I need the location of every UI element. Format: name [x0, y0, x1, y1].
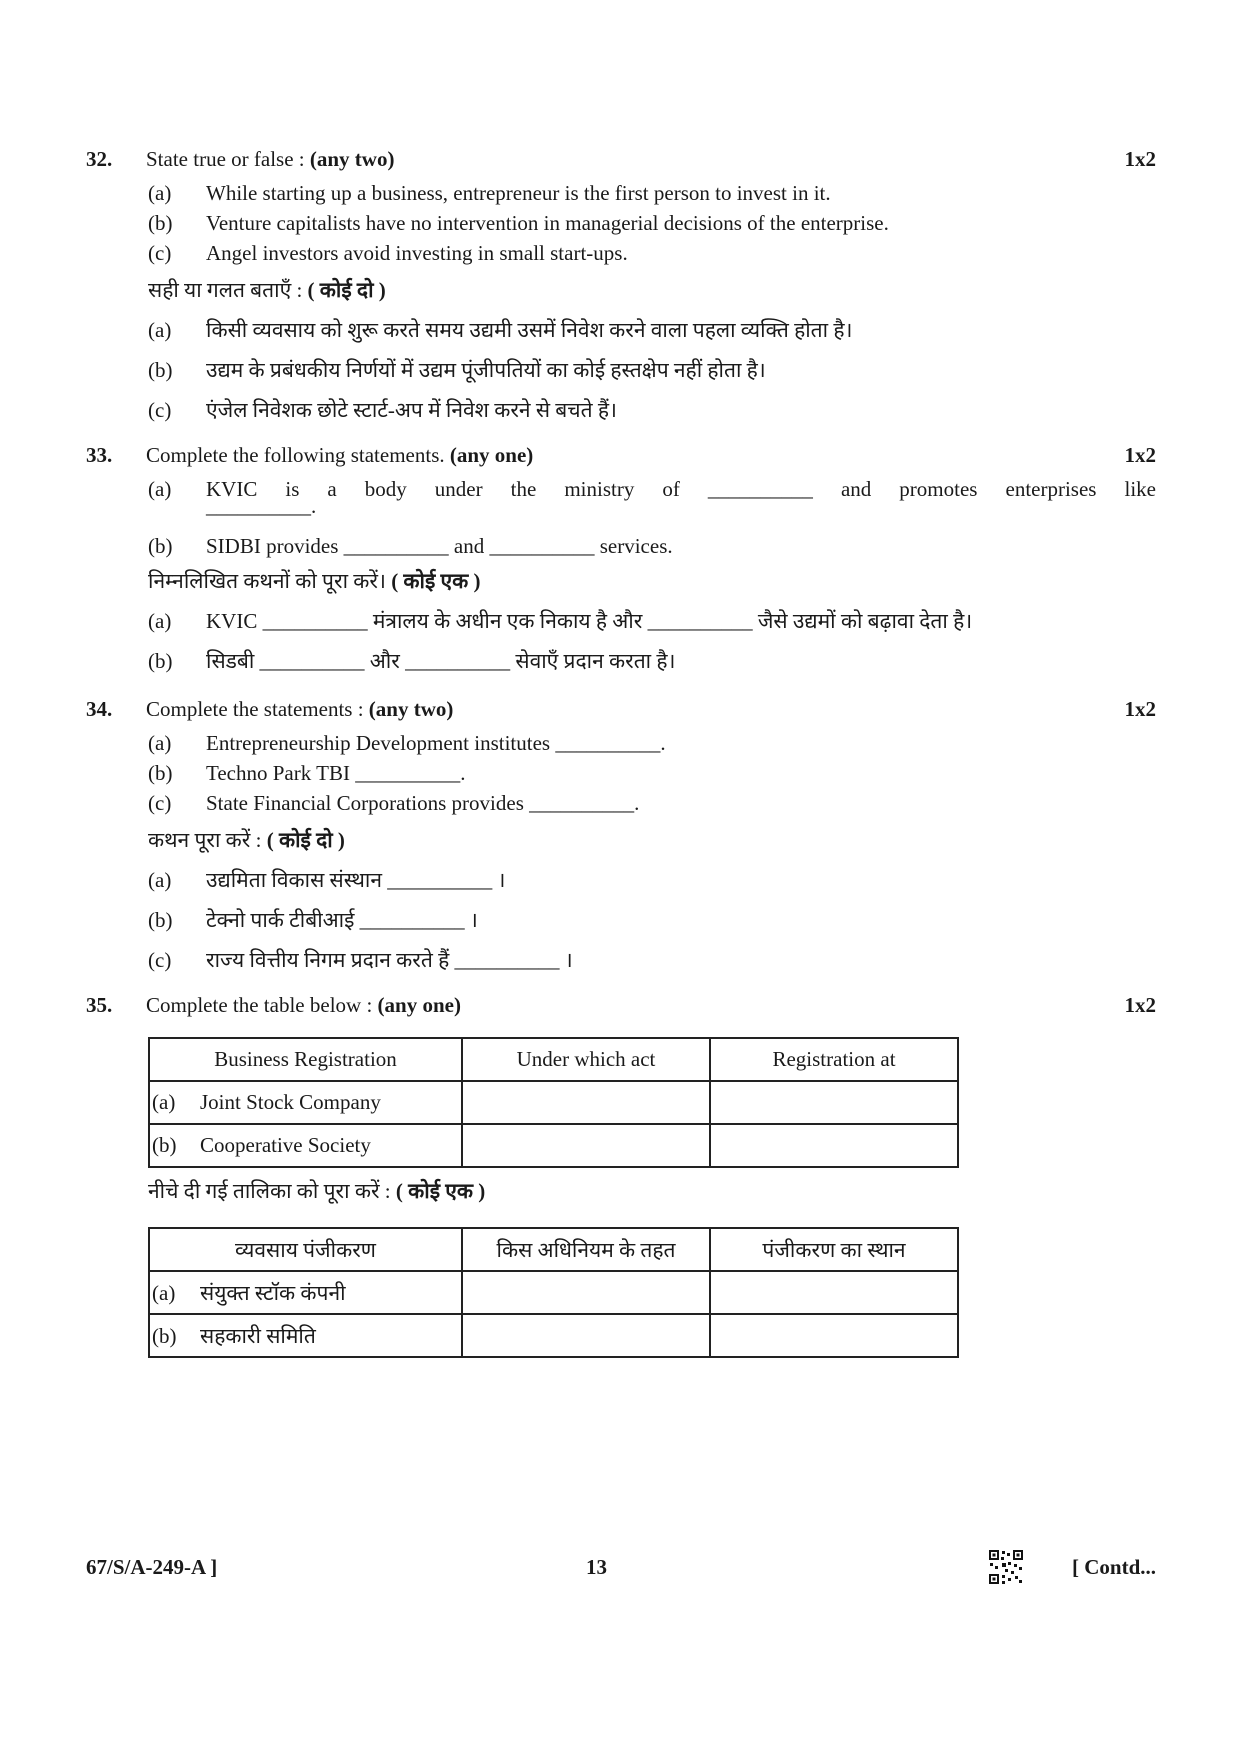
table-row — [149, 1081, 958, 1124]
hindi-option-c: (c) राज्य वित्तीय निगम प्रदान करते हैं __________ । — [148, 948, 573, 972]
question-34 — [86, 691, 1156, 980]
continued-label: [ Contd... — [1071, 1555, 1156, 1579]
hindi-option-c: (c) एंजेल निवेशक छोटे स्टार्ट-अप में निवेश करने से बचते हैं। — [148, 398, 617, 422]
paper-code: 67/S/A-249-A ] — [86, 1555, 218, 1579]
table-cell-blank — [462, 1314, 710, 1357]
page-number: 13 — [586, 1555, 607, 1579]
option-a: (a) KVIC is a body under the ministry of __________ and promotes enterprises like — [148, 477, 1156, 501]
table-header: व्यवसाय पंजीकरण — [149, 1228, 462, 1271]
table-cell: (a) Joint Stock Company — [149, 1081, 462, 1124]
page-footer — [86, 1555, 1156, 1595]
qr-code-icon — [988, 1549, 1024, 1585]
table-header: Registration at — [710, 1038, 958, 1081]
question-32 — [86, 141, 1156, 430]
marks: 1x2 — [1124, 993, 1156, 1017]
question-text: Complete the table below : (any one) — [146, 993, 461, 1017]
question-number: 33. — [86, 443, 113, 467]
table-header: किस अधिनियम के तहत — [462, 1228, 710, 1271]
table-cell-blank — [710, 1081, 958, 1124]
hindi-option-a: (a) किसी व्यवसाय को शुरू करते समय उद्यमी उसमें निवेश करने वाला पहला व्यक्ति होता है। — [148, 318, 853, 342]
table-cell: (b) सहकारी समिति — [149, 1314, 462, 1357]
hindi-option-b: (b) सिडबी __________ और __________ सेवाएँ प्रदान करता है। — [148, 649, 676, 673]
table-header: Under which act — [462, 1038, 710, 1081]
option-b: (b) Techno Park TBI __________. — [148, 761, 466, 785]
marks: 1x2 — [1124, 147, 1156, 171]
table-cell-blank — [462, 1124, 710, 1167]
question-number: 32. — [86, 147, 113, 171]
table-cell: (a) संयुक्त स्टॉक कंपनी — [149, 1271, 462, 1314]
question-text: Complete the statements : (any two) — [146, 697, 454, 721]
option-c: (c) Angel investors avoid investing in small start-ups. — [148, 241, 628, 265]
marks: 1x2 — [1124, 443, 1156, 467]
hindi-option-a: (a) उद्यमिता विकास संस्थान __________ । — [148, 868, 506, 892]
table-cell-blank — [710, 1124, 958, 1167]
option-b: (b) Venture capitalists have no intervention in managerial decisions of the enterprise. — [148, 211, 889, 235]
question-text: Complete the following statements. (any one) — [146, 443, 534, 467]
question-number: 34. — [86, 697, 113, 721]
hindi-instruction: सही या गलत बताएँ : ( कोई दो ) — [148, 278, 386, 302]
option-a: (a) Entrepreneurship Development institutes __________. — [148, 731, 666, 755]
table-header-row — [149, 1038, 958, 1081]
table-cell: (b) Cooperative Society — [149, 1124, 462, 1167]
hindi-option-a: (a) KVIC __________ मंत्रालय के अधीन एक निकाय है और __________ जैसे उद्यमों को बढ़ावा देता है। — [148, 609, 973, 633]
table-cell-blank — [462, 1271, 710, 1314]
table-row — [149, 1124, 958, 1167]
table-header: Business Registration — [149, 1038, 462, 1081]
table-row — [149, 1314, 958, 1357]
question-text: State true or false : (any two) — [146, 147, 395, 171]
hindi-instruction: कथन पूरा करें : ( कोई दो ) — [148, 828, 345, 852]
registration-table-english — [148, 1037, 959, 1168]
hindi-option-b: (b) टेक्नो पार्क टीबीआई __________ । — [148, 908, 478, 932]
option-a: (a) While starting up a business, entrepreneur is the first person to invest in it. — [148, 181, 831, 205]
table-header: पंजीकरण का स्थान — [710, 1228, 958, 1271]
table-cell-blank — [710, 1314, 958, 1357]
hindi-instruction: नीचे दी गई तालिका को पूरा करें : ( कोई एक ) — [148, 1179, 486, 1203]
table-cell-blank — [462, 1081, 710, 1124]
option-a-continuation: __________. — [206, 494, 317, 518]
question-33 — [86, 437, 1156, 681]
table-row — [149, 1271, 958, 1314]
hindi-option-b: (b) उद्यम के प्रबंधकीय निर्णयों में उद्यम पूंजीपतियों का कोई हस्तक्षेप नहीं होता है। — [148, 358, 766, 382]
option-c: (c) State Financial Corporations provides __________. — [148, 791, 640, 815]
option-b: (b) SIDBI provides __________ and __________ services. — [148, 534, 673, 558]
marks: 1x2 — [1124, 697, 1156, 721]
question-number: 35. — [86, 993, 113, 1017]
question-35 — [86, 987, 1156, 1023]
table-cell-blank — [710, 1271, 958, 1314]
registration-table-hindi — [148, 1227, 959, 1358]
table-header-row — [149, 1228, 958, 1271]
hindi-instruction: निम्नलिखित कथनों को पूरा करें। ( कोई एक ) — [148, 569, 481, 593]
